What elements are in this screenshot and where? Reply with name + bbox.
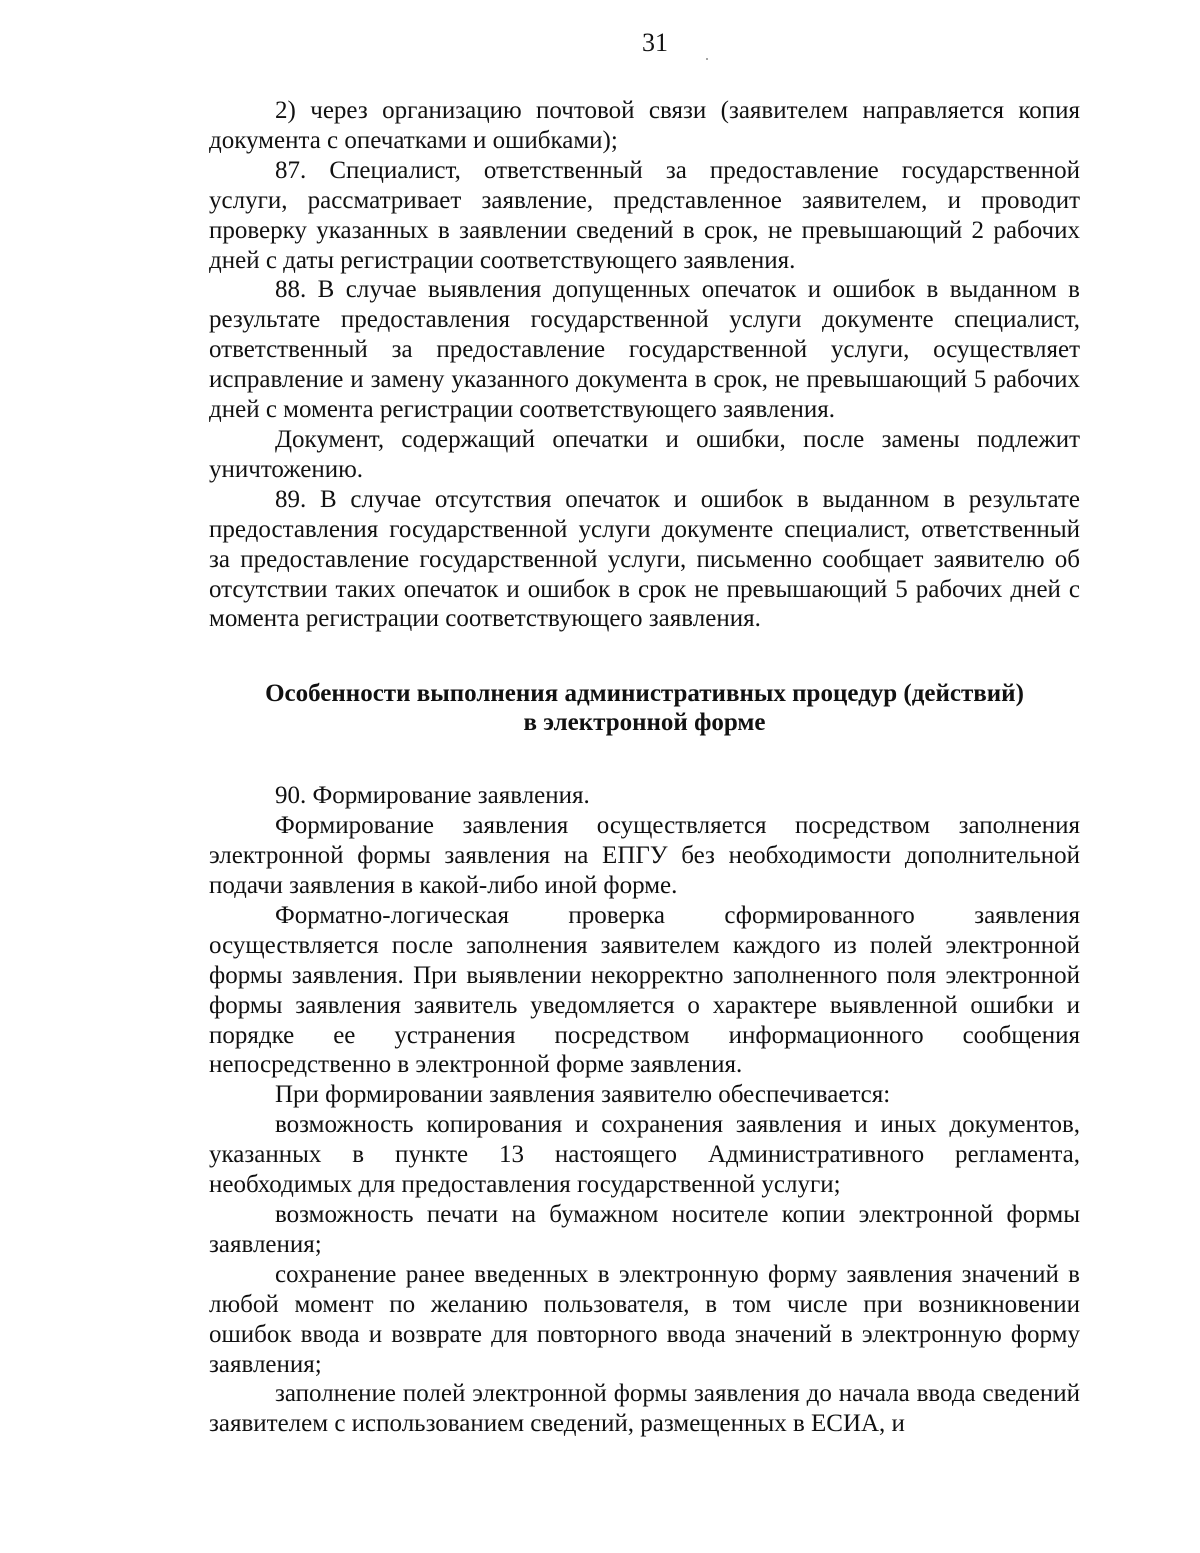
- paragraph-87: 87. Специалист, ответственный за предоставление государственной услуги, рассматривает заявление, представленное заявителем, и проводит проверку указанных в заявлении сведений в срок, не превышающий 2 рабочих дней с даты регистрации соответствующего заявления.: [209, 156, 1080, 274]
- paragraph-89: 89. В случае отсутствия опечаток и ошибок в выданном в результате предоставления государственной услуги документе специалист, ответственный за предоставление государственной услуги, письменно сообщает заявителю об отсутствии таких опечаток и ошибок в срок не превышающий 5 рабочих дней с момента регистрации соответствующего заявления.: [209, 485, 1080, 633]
- paragraph-90: 90. Формирование заявления.: [275, 782, 590, 810]
- section-heading-line-1: Особенности выполнения административных процедур (действий): [265, 680, 1024, 708]
- list-item-prefill-from-esia: заполнение полей электронной формы заявления до начала ввода сведений заявителем с использованием сведений, размещенных в ЕСИА, и: [209, 1380, 1080, 1438]
- list-item-copy-and-save: возможность копирования и сохранения заявления и иных документов, указанных в пункте 13 настоящего Административного регламента, необходимых для предоставления государственной услуги;: [209, 1111, 1080, 1199]
- paragraph-format-logical-check: Форматно-логическая проверка сформированного заявления осуществляется после заполнения заявителем каждого из полей электронной формы заявления. При выявлении некорректно заполненного поля электронной формы заявления заявитель уведомляется о характере выявленной ошибки и порядке ее устранения посредством информационного сообщения непосредственно в электронной форме заявления.: [209, 901, 1080, 1079]
- paragraph-form-filling: Формирование заявления осуществляется посредством заполнения электронной формы заявления на ЕПГУ без необходимости дополнительной подачи заявления в какой-либо иной форме.: [209, 812, 1080, 900]
- scan-speck: [706, 58, 708, 60]
- section-heading-line-2: в электронной форме: [523, 709, 766, 737]
- paragraph-document-destruction: Документ, содержащий опечатки и ошибки, после замены подлежит уничтожению.: [209, 425, 1080, 483]
- list-item-print-copy: возможность печати на бумажном носителе копии электронной формы заявления;: [209, 1201, 1080, 1258]
- paragraph-88: 88. В случае выявления допущенных опечаток и ошибок в выданном в результате предоставления государственной услуги документе специалист, ответственный за предоставление государственной услуги, осуществляет исправление и замену указанного документа в срок, не превышающий 5 рабочих дней с момента регистрации соответствующего заявления.: [209, 276, 1080, 424]
- section-heading: [209, 679, 1080, 737]
- document-body: [209, 96, 1080, 1439]
- paragraph-postal-submission: 2) через организацию почтовой связи (заявителем направляется копия документа с опечатками и ошибками);: [209, 97, 1080, 154]
- list-item-save-entered-values: сохранение ранее введенных в электронную форму заявления значений в любой момент по желанию пользователя, в том числе при возникновении ошибок ввода и возврате для повторного ввода значений в электронную форму заявления;: [209, 1260, 1080, 1378]
- page-number: 31: [642, 28, 668, 57]
- paragraph-applicant-provisions: При формировании заявления заявителю обеспечивается:: [275, 1081, 891, 1109]
